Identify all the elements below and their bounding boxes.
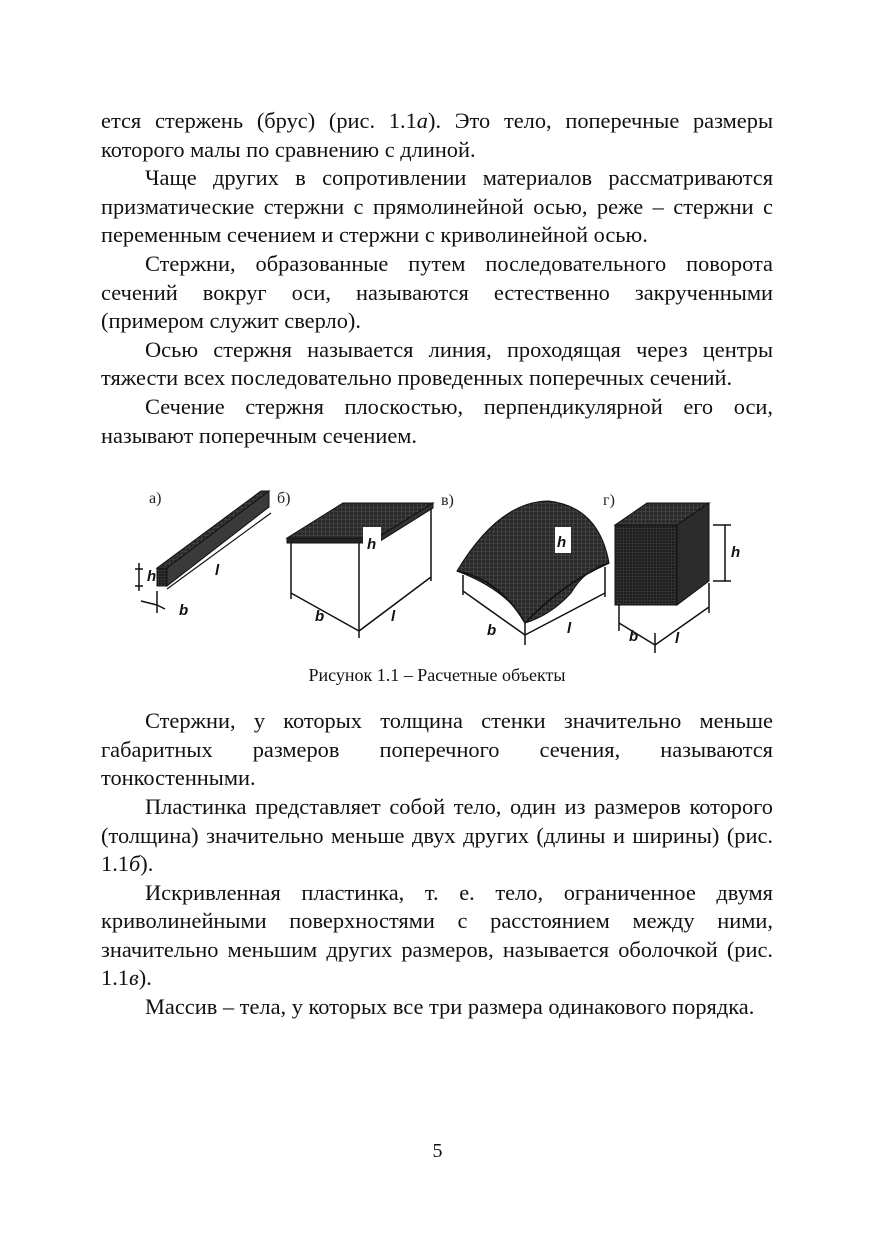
paragraph: ется стержень (брус) (рис. 1.1а). Это тело, поперечные размеры которого малы по сравнению с длиной. xyxy=(101,108,773,162)
paragraph: Пластинка представляет собой тело, один из размеров которого (толщина) значительно меньше двух других (длины и ширины) (рис. 1.1б). xyxy=(101,793,773,877)
page-body xyxy=(101,107,773,1022)
paragraph: Искривленная пластинка, т. е. тело, ограниченное двумя криволинейными поверхностями с расстоянием между ними, значительно меньшим других размеров, называется оболочкой (рис. 1.1в). xyxy=(101,879,773,991)
figure-drawing xyxy=(101,483,773,657)
figure-label-a: а) xyxy=(149,490,162,508)
shell-object xyxy=(457,501,609,645)
dim-b-a: b xyxy=(179,602,189,620)
figure-label-g: г) xyxy=(603,492,615,510)
paragraph: Сечение стержня плоскостью, перпендикулярной его оси, называют поперечным сечением. xyxy=(101,393,773,448)
page-number: 5 xyxy=(432,1140,443,1162)
dim-l-v: l xyxy=(567,620,572,638)
paragraph: Стержни, образованные путем последовательного поворота сечений вокруг оси, называются естественно закрученными (примером служит сверло). xyxy=(101,250,773,334)
plate-object xyxy=(287,503,433,638)
figure-label-b: б) xyxy=(277,490,291,508)
dim-h-g: h xyxy=(731,544,741,562)
paragraph: Осью стержня называется линия, проходящая через центры тяжести всех последовательно проведенных поперечных сечений. xyxy=(101,336,773,391)
dim-h-v: h xyxy=(557,534,567,552)
dim-b-v: b xyxy=(487,622,497,640)
dim-b-g: b xyxy=(629,628,639,646)
figure-caption: Рисунок 1.1 – Расчетные объекты xyxy=(308,665,566,686)
dim-h-b: h xyxy=(367,536,377,554)
paragraph: Чаще других в сопротивлении материалов рассматриваются призматические стержни с прямолинейной осью, реже – стержни с переменным сечением и стержни с криволинейной осью. xyxy=(101,165,773,248)
dim-l-g: l xyxy=(675,630,680,648)
figure-label-v: в) xyxy=(441,492,454,510)
dim-l-a: l xyxy=(215,562,220,580)
figure xyxy=(101,483,773,657)
dim-h-a: h xyxy=(147,568,157,586)
dim-b-b: b xyxy=(315,608,325,626)
bar-object xyxy=(135,491,271,613)
paragraph: Массив – тела, у которых все три размера одинакового порядка. xyxy=(145,994,755,1020)
paragraph: Стержни, у которых толщина стенки значительно меньше габаритных размеров поперечного сечения, называются тонкостенными. xyxy=(101,708,773,791)
dim-l-b: l xyxy=(391,608,396,626)
